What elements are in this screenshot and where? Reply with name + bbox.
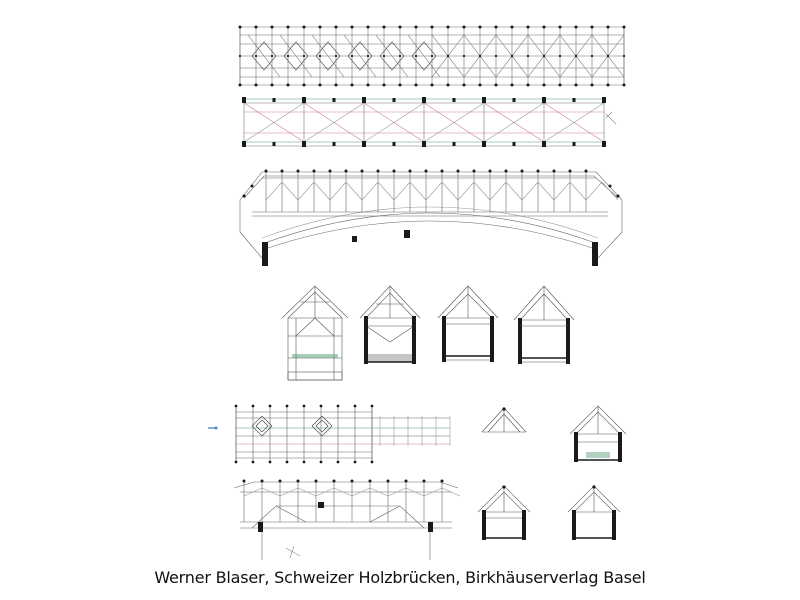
section-7 bbox=[568, 485, 620, 540]
section-1 bbox=[282, 286, 348, 380]
section-2 bbox=[360, 286, 420, 364]
plan-view-bracing bbox=[242, 97, 616, 147]
plan-view-top bbox=[239, 26, 626, 87]
section-4 bbox=[514, 286, 574, 364]
section-6 bbox=[478, 485, 530, 540]
plan-view-short bbox=[208, 405, 450, 464]
figure-caption: Werner Blaser, Schweizer Holzbrücken, Birkhäuserverlag Basel bbox=[154, 568, 646, 587]
truss-section bbox=[482, 407, 526, 432]
section-5 bbox=[570, 406, 626, 462]
section-3 bbox=[438, 286, 498, 362]
elevation-long-bridge bbox=[240, 170, 622, 267]
elevation-short-bridge bbox=[234, 480, 460, 561]
